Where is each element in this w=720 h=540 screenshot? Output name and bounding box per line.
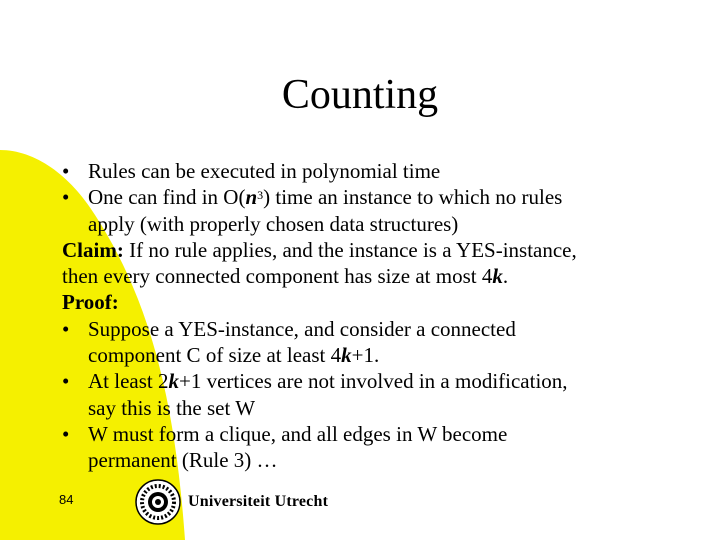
bullet-text: component C of size at least 4 [88, 343, 342, 368]
bullet-text-italic: k [341, 343, 352, 368]
claim-label: Claim: [62, 237, 124, 262]
superscript: 3 [257, 188, 264, 203]
page-number: 84 [59, 492, 74, 507]
bullet-text-italic: n [245, 185, 258, 210]
university-name: Universiteit Utrecht [188, 493, 329, 510]
slide-title: Counting [281, 72, 439, 118]
bullet-text: W must form a clique, and all edges in W become [88, 421, 508, 446]
proof-label: Proof: [62, 290, 119, 315]
bullet-icon: • [62, 159, 70, 183]
university-seal-logo [134, 478, 182, 526]
bullet-continuation: say this is the set W [88, 395, 256, 420]
bullet-item [62, 368, 702, 394]
bullet-text: At least 2 [88, 369, 169, 394]
bullet-text: ) time an instance to which no rules [263, 185, 563, 210]
claim-text: then every connected component has size at most 4 [62, 264, 493, 289]
slide-body [62, 158, 702, 474]
bullet-icon: • [62, 369, 70, 394]
bullet-continuation: apply (with properly chosen data structures) [88, 211, 459, 236]
bullet-item [62, 158, 702, 184]
claim-line [62, 237, 702, 263]
bullet-text: Rules can be executed in polynomial time [88, 159, 441, 183]
bullet-icon: • [62, 421, 70, 446]
bullet-continuation [62, 342, 702, 368]
bullet-item [62, 316, 702, 342]
claim-text-italic: k [492, 264, 503, 289]
bullet-text-italic: k [168, 369, 179, 394]
bullet-text: +1 vertices are not involved in a modification, [178, 369, 568, 394]
bullet-text: One can find in O( [88, 185, 246, 210]
bullet-item [62, 184, 702, 210]
bullet-text: +1. [351, 343, 380, 368]
bullet-icon: • [62, 185, 70, 210]
bullet-text: Suppose a YES-instance, and consider a connected [88, 316, 516, 341]
bullet-continuation: permanent (Rule 3) … [88, 448, 278, 473]
claim-text: If no rule applies, and the instance is a YES-instance, [123, 237, 577, 262]
claim-text: . [502, 264, 509, 289]
bullet-icon: • [62, 316, 70, 341]
bullet-item [62, 421, 702, 447]
claim-line [62, 263, 702, 289]
